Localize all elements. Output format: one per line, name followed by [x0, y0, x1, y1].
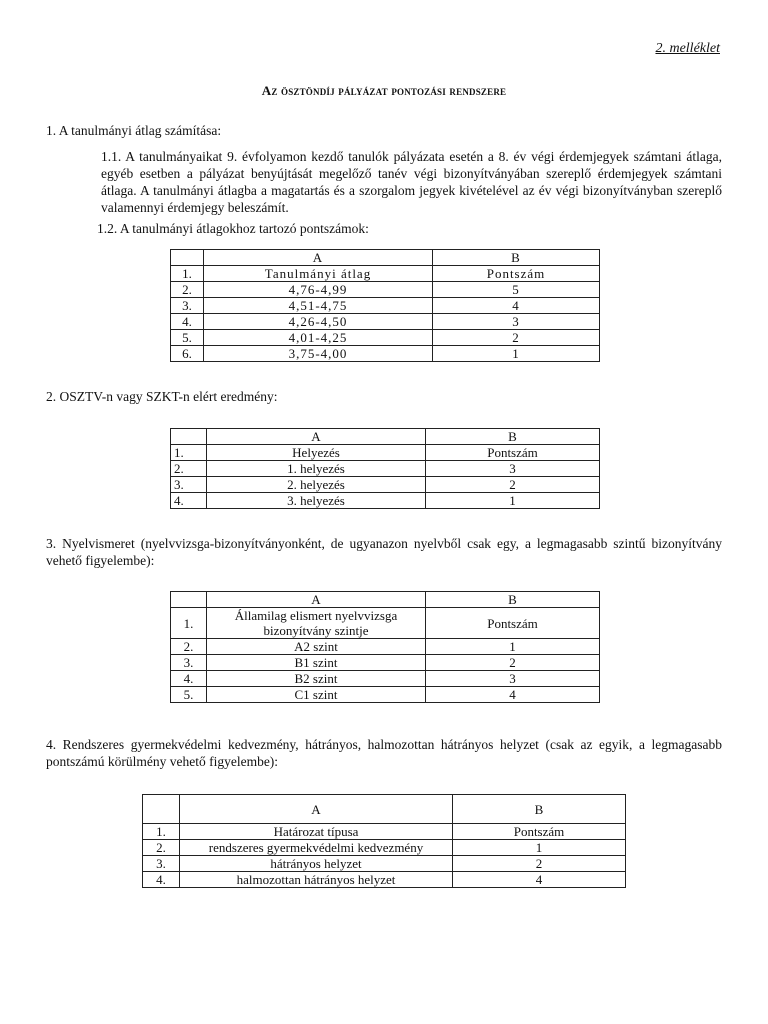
- table-row: [171, 346, 600, 362]
- table-row: [171, 445, 600, 461]
- table-cell: 4,76-4,99: [204, 282, 433, 298]
- section-1-1-text: 1.1. A tanulmányaikat 9. évfolyamon kezdő tanulók pályázata esetén a 8. év végi érdemjegyek számtani átlaga, egyéb esetben a pályázat benyújtását megelőző tanév végi bizonyítványában szereplő érdemjegyek számtani átlaga. A tanulmányi átlagba a magatartás és a szorgalom jegyek kivételével az év végi bizonyítványban szereplő valamennyi érdemjegy beleszámít.: [101, 149, 722, 215]
- row-number: 1.: [143, 824, 180, 840]
- gpa-points-table: [170, 249, 600, 362]
- section-1-heading: 1. A tanulmányi átlag számítása:: [46, 123, 222, 138]
- table-header: B: [453, 795, 626, 824]
- table-cell: 2: [426, 655, 600, 671]
- table-row: [143, 824, 626, 840]
- table-cell: 3,75-4,00: [204, 346, 433, 362]
- row-number: 3.: [171, 655, 207, 671]
- table-cell: 4,01-4,25: [204, 330, 433, 346]
- table-row: [171, 330, 600, 346]
- table-cell: 2: [433, 330, 600, 346]
- table-row: [171, 687, 600, 703]
- row-number: 5.: [171, 330, 204, 346]
- table-row: [171, 314, 600, 330]
- table-cell: A2 szint: [207, 639, 426, 655]
- table-cell: halmozottan hátrányos helyzet: [180, 872, 453, 888]
- table-header: A: [207, 592, 426, 608]
- table-cell: [171, 250, 204, 266]
- table-header-row: [171, 250, 600, 266]
- row-number: 1.: [171, 445, 207, 461]
- row-number: 3.: [171, 298, 204, 314]
- table-row: [143, 872, 626, 888]
- table-row: [171, 461, 600, 477]
- row-number: 2.: [171, 282, 204, 298]
- section-4-heading: 4. Rendszeres gyermekvédelmi kedvezmény, hátrányos, halmozottan hátrányos helyzet (csak az egyik, a legmagasabb pontszámú körülmény vehető figyelembe):: [46, 737, 722, 769]
- table-cell: rendszeres gyermekvédelmi kedvezmény: [180, 840, 453, 856]
- section-1-2-text: 1.2. A tanulmányi átlagokhoz tartozó pontszámok:: [97, 221, 369, 236]
- table-row: [171, 639, 600, 655]
- header-line: Államilag elismert nyelvvizsga: [234, 608, 398, 623]
- table-cell: Helyezés: [207, 445, 426, 461]
- table-cell: 4,26-4,50: [204, 314, 433, 330]
- table-cell: hátrányos helyzet: [180, 856, 453, 872]
- table-header-row: [143, 795, 626, 824]
- table-row: [171, 655, 600, 671]
- table-cell: Pontszám: [453, 824, 626, 840]
- row-number: 5.: [171, 687, 207, 703]
- table-cell: 4: [426, 687, 600, 703]
- table-cell: [143, 795, 180, 824]
- table-row: [171, 608, 600, 639]
- table-cell: 2: [426, 477, 600, 493]
- table-header-row: [171, 429, 600, 445]
- table-cell: 3: [433, 314, 600, 330]
- table-cell: 1. helyezés: [207, 461, 426, 477]
- table-cell: 4: [453, 872, 626, 888]
- table-cell: 1: [453, 840, 626, 856]
- table-cell: 4: [433, 298, 600, 314]
- row-number: 4.: [171, 314, 204, 330]
- row-number: 1.: [171, 608, 207, 639]
- row-number: 4.: [143, 872, 180, 888]
- row-number: 3.: [171, 477, 207, 493]
- table-cell: 1: [426, 639, 600, 655]
- section-2-heading: 2. OSZTV-n vagy SZKT-n elért eredmény:: [46, 389, 278, 404]
- table-cell: C1 szint: [207, 687, 426, 703]
- language-exam-points-table: [170, 591, 600, 703]
- table-header: A: [204, 250, 433, 266]
- table-cell: B1 szint: [207, 655, 426, 671]
- table-cell: Pontszám: [426, 445, 600, 461]
- annex-label: 2. melléklet: [655, 41, 720, 56]
- table-row: [171, 477, 600, 493]
- row-number: 2.: [171, 461, 207, 477]
- table-row: [171, 493, 600, 509]
- table-row: [171, 671, 600, 687]
- table-header: B: [433, 250, 600, 266]
- row-number: 2.: [143, 840, 180, 856]
- table-cell: 1: [426, 493, 600, 509]
- table-row: [171, 266, 600, 282]
- table-cell: 5: [433, 282, 600, 298]
- table-cell: 4,51-4,75: [204, 298, 433, 314]
- row-number: 2.: [171, 639, 207, 655]
- row-number: 6.: [171, 346, 204, 362]
- section-3-heading: 3. Nyelvismeret (nyelvvizsga-bizonyítványonként, de ugyanazon nyelvből csak egy, a legmagasabb szintű bizonyítvány vehető figyelembe):: [46, 536, 722, 568]
- table-cell: [171, 592, 207, 608]
- table-cell: Pontszám: [433, 266, 600, 282]
- table-cell: Tanulmányi átlag: [204, 266, 433, 282]
- table-cell: [207, 608, 426, 639]
- competition-points-table: [170, 428, 600, 509]
- table-header: B: [426, 592, 600, 608]
- row-number: 1.: [171, 266, 204, 282]
- table-header-row: [171, 592, 600, 608]
- table-row: [171, 282, 600, 298]
- disadvantage-points-table: [142, 794, 626, 888]
- table-cell: 3: [426, 671, 600, 687]
- table-cell: Pontszám: [426, 608, 600, 639]
- table-cell: 3: [426, 461, 600, 477]
- table-cell: 2. helyezés: [207, 477, 426, 493]
- table-cell: 3. helyezés: [207, 493, 426, 509]
- table-row: [143, 856, 626, 872]
- table-row: [143, 840, 626, 856]
- table-header: A: [207, 429, 426, 445]
- table-cell: Határozat típusa: [180, 824, 453, 840]
- row-number: 4.: [171, 671, 207, 687]
- table-cell: [171, 429, 207, 445]
- table-cell: 2: [453, 856, 626, 872]
- row-number: 4.: [171, 493, 207, 509]
- table-header: A: [180, 795, 453, 824]
- page-title: Az ösztöndíj pályázat pontozási rendszere: [261, 83, 507, 98]
- table-cell: B2 szint: [207, 671, 426, 687]
- header-line: bizonyítvány szintje: [263, 623, 369, 638]
- table-header: B: [426, 429, 600, 445]
- table-row: [171, 298, 600, 314]
- row-number: 3.: [143, 856, 180, 872]
- table-cell: 1: [433, 346, 600, 362]
